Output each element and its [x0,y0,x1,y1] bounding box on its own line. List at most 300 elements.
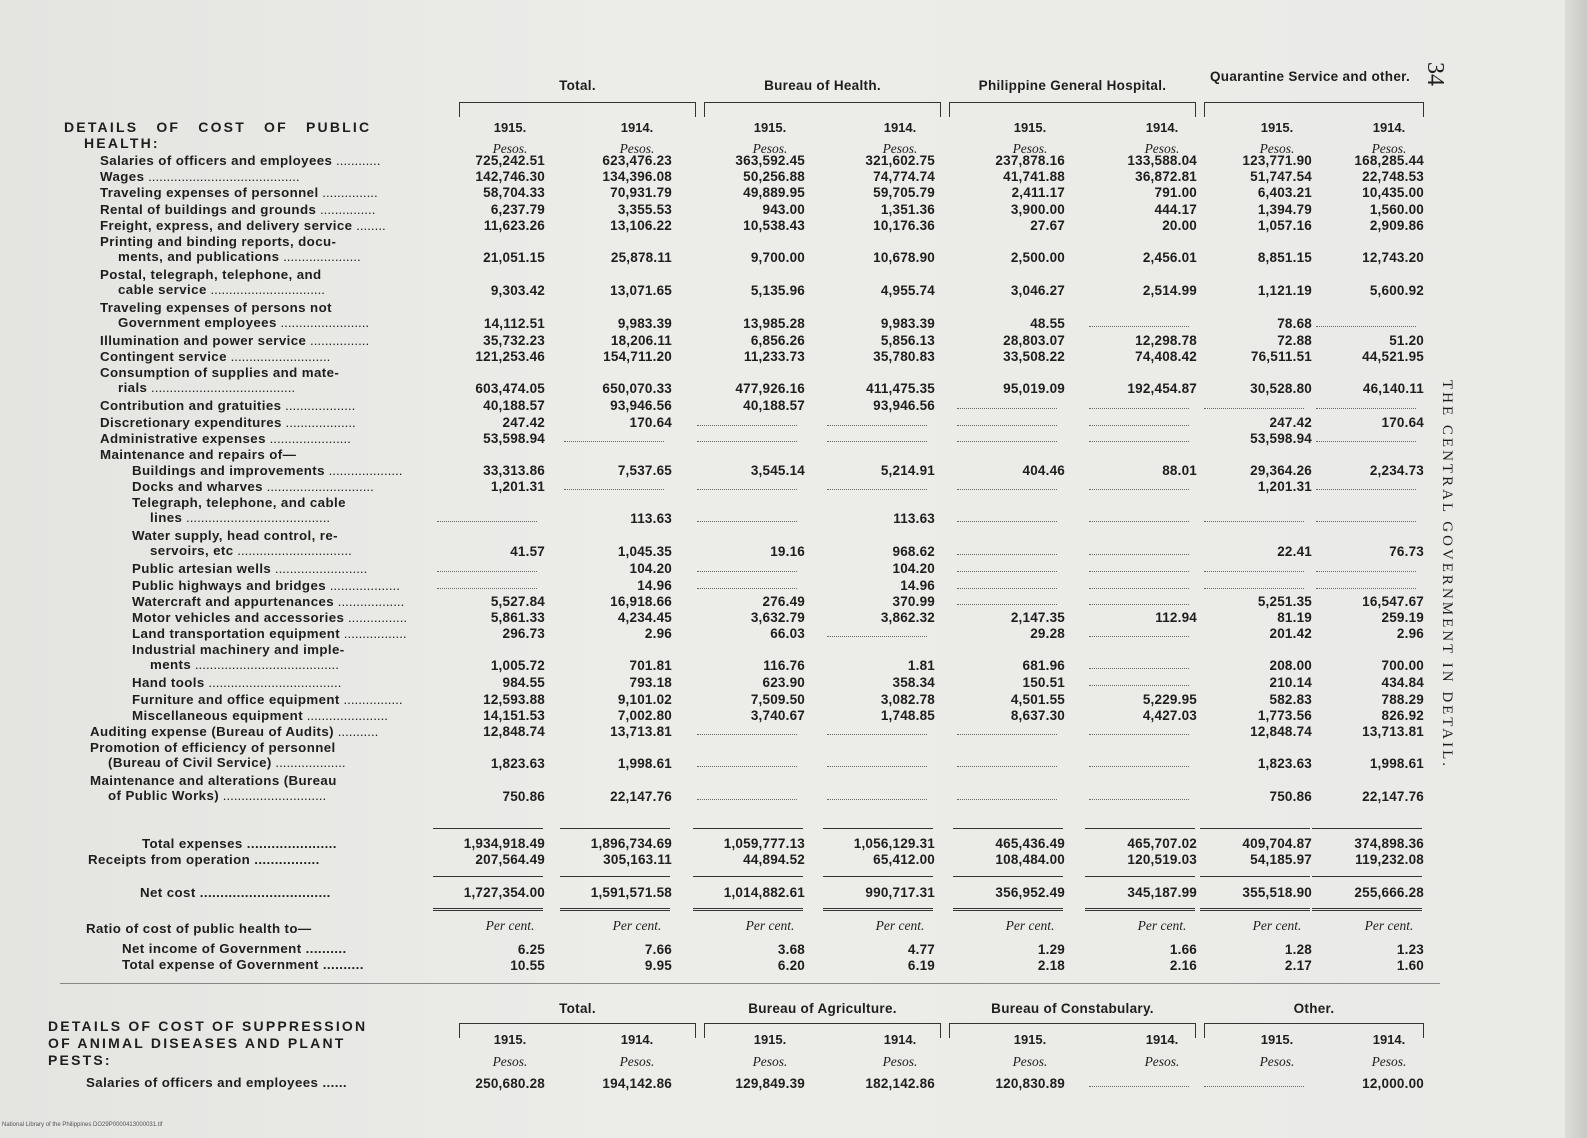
pests-unit-label: Pesos. [752,1054,788,1069]
health-cell: 33,508.22 [1003,349,1065,365]
health-cell: 53,598.94 [1250,430,1312,446]
expense-label: Illumination and power service ................ [100,333,370,348]
expense-label-text: Buildings and improvements [132,463,325,478]
expense-label-text: Auditing expense (Bureau of Audits) [90,724,334,739]
net-rule [1200,876,1310,877]
health-unit-label: Pesos. [1371,141,1407,156]
health-cell: 12,848.74 [483,724,545,739]
pests-cell: 250,680.28 [475,1076,545,1091]
expense-label: Discretionary expenditures ................... [100,414,356,430]
expense-label: Public highways and bridges ................... [132,577,400,593]
total-rule [953,828,1063,829]
health-cell: 207,564.49 [475,852,545,867]
health-cell: 30,528.80 [1250,381,1312,397]
health-unit-label: Pesos. [619,141,655,156]
health-cell: 1,773.56 [1257,707,1312,723]
health-cell: 345,187.99 [1127,885,1197,900]
expense-label: Auditing expense (Bureau of Audits) ........... [90,724,379,739]
health-cell: 434.84 [1381,675,1424,691]
health-cell: 35,780.83 [873,349,935,365]
health-cell: 5,214.91 [880,463,935,478]
health-cell: 108,484.00 [995,852,1065,867]
pests-group-header: Other. [1293,1001,1335,1016]
expense-label-text: Postal, telegraph, telephone, and [100,267,322,282]
expense-label-text: Furniture and office equipment [132,691,340,707]
pests-empty-cell [1089,1086,1189,1087]
expense-label: Land transportation equipment ................. [132,626,407,642]
pests-group-header: Bureau of Agriculture. [748,1001,897,1016]
health-group-brace [1204,102,1424,117]
expense-label: Traveling expenses of personnel ............... [100,185,378,201]
health-cell: 788.29 [1381,691,1424,707]
health-cell: 6,237.79 [490,201,545,217]
health-cell: 1,056,129.31 [853,836,935,851]
expense-label-text: Maintenance and alterations (Bureau [90,773,337,789]
health-cell: 725,242.51 [475,153,545,168]
health-cell: 374,898.36 [1354,836,1424,851]
expense-label: Motor vehicles and accessories ................ [132,610,408,625]
ratio-cell: 2.17 [1284,958,1312,973]
percent-unit-label: Per cent. [612,918,662,933]
health-empty-cell [1089,408,1189,409]
expense-label: Freight, express, and delivery service ........ [100,217,386,233]
health-cell: 1.81 [907,658,935,674]
health-cell: 9,303.42 [490,283,545,298]
health-cell: 78.68 [1277,316,1312,331]
health-cell: 276.49 [762,593,805,609]
health-empty-cell [1316,588,1416,589]
health-cell: 44,894.52 [743,852,805,867]
expense-label-text: Maintenance and repairs of— [100,447,297,462]
health-empty-cell [697,425,797,426]
health-empty-cell [957,408,1057,409]
total-rule [433,828,543,829]
ratio-cell: 6.25 [517,942,545,957]
expense-label [90,740,418,755]
health-cell: 14,151.53 [483,707,545,723]
health-empty-cell [827,425,927,426]
health-cell: 1,014,882.61 [723,885,805,900]
expense-label-text: Traveling expenses of persons not [100,300,332,315]
health-cell: 12,848.74 [1250,724,1312,739]
health-cell: 363,592.45 [735,153,805,168]
health-year-header: 1915. [753,120,787,135]
health-cell: 10,176.36 [873,217,935,233]
health-empty-cell [1204,408,1304,409]
health-empty-cell [827,766,927,767]
expense-label-text: Salaries of officers and employees [100,153,333,168]
health-cell: 51.20 [1389,333,1424,348]
health-empty-cell [1089,734,1189,735]
health-cell: 2,500.00 [1010,250,1065,265]
expense-label-text: Printing and binding reports, docu- [100,234,337,249]
expense-label: Buildings and improvements .................... [132,463,403,478]
health-cell: 9,101.02 [617,691,672,707]
health-empty-cell [1089,685,1189,686]
health-empty-cell [1089,571,1189,572]
health-cell: 1,998.61 [1369,756,1424,772]
health-cell: 21,051.15 [483,250,545,265]
health-empty-cell [957,489,1057,490]
pests-year-header: 1914. [883,1032,917,1047]
percent-unit-label: Per cent. [745,918,795,933]
expense-label-text: Discretionary expenditures [100,414,282,430]
expense-label-cont: Government employees ........................ [118,315,370,330]
health-cell: 49,889.95 [743,185,805,201]
health-cell: 296.73 [502,626,545,642]
ratio-cell: 6.19 [907,958,935,973]
net-double-rule [823,908,933,911]
health-unit-label: Pesos. [1012,141,1048,156]
health-cell: 88.01 [1162,463,1197,478]
net-double-rule [1312,908,1422,911]
health-cell: 12,743.20 [1362,250,1424,265]
health-cell: 10,538.43 [743,217,805,233]
health-empty-cell [957,766,1057,767]
health-cell: 74,774.74 [873,169,935,185]
expense-label-text: Rental of buildings and grounds [100,201,317,217]
health-empty-cell [1204,571,1304,572]
pests-unit-label: Pesos. [882,1054,918,1069]
pests-year-header: 1914. [1372,1032,1406,1047]
health-cell: 76.73 [1389,544,1424,560]
running-head: THE CENTRAL GOVERNMENT IN DETAIL. [1439,380,1455,770]
health-group-header: Philippine General Hospital. [978,78,1167,93]
health-cell: 968.62 [892,544,935,560]
total-rule [1200,828,1310,829]
total-rule [560,828,670,829]
health-cell: 700.00 [1381,658,1424,674]
health-cell: 142,746.30 [475,169,545,185]
ratio-cell: 1.28 [1284,942,1312,957]
health-empty-cell [1204,521,1304,522]
expense-label-text: Miscellaneous equipment [132,707,304,723]
health-cell: 750.86 [1269,789,1312,805]
health-cell: 29.28 [1030,626,1065,642]
expense-label-text: Freight, express, and delivery service [100,217,353,233]
health-cell: 7,509.50 [750,691,805,707]
health-cell: 170.64 [1381,414,1424,430]
health-cell: 8,851.15 [1257,250,1312,265]
health-empty-cell [697,588,797,589]
health-cell: 2,514.99 [1142,283,1197,298]
health-cell: 11,233.73 [743,349,805,365]
health-cell: 28,803.07 [1003,333,1065,348]
receipts-label: Receipts from operation ................ [88,852,320,867]
health-empty-cell [1089,636,1189,637]
health-cell: 22,147.76 [1362,789,1424,805]
health-cell: 2,456.01 [1142,250,1197,265]
ratio-cell: 1.60 [1396,958,1424,973]
health-unit-label: Pesos. [492,141,528,156]
pests-section-title: PESTS: [48,1052,112,1068]
health-cell: 35,732.23 [483,333,545,348]
health-cell: 40,188.57 [483,398,545,414]
health-cell: 321,602.75 [865,153,935,168]
health-cell: 22.41 [1277,544,1312,560]
net-double-rule [433,908,543,911]
health-cell: 247.42 [502,414,545,430]
net-double-rule [560,908,670,911]
health-cell: 355,518.90 [1242,885,1312,900]
health-year-header: 1915. [493,120,527,135]
scan-footer: National Library of the Philippines DO29P0000413000031.tif [2,1122,163,1128]
health-cell: 5,861.33 [490,610,545,625]
health-cell: 4,234.45 [617,610,672,625]
health-empty-cell [957,604,1057,605]
health-cell: 74,408.42 [1135,349,1197,365]
health-cell: 58,704.33 [483,185,545,201]
health-empty-cell [564,489,664,490]
health-cell: 1,057.16 [1257,217,1312,233]
health-empty-cell [697,766,797,767]
expense-label: Furniture and office equipment ................ [132,691,403,707]
health-cell: 990,717.31 [865,885,935,900]
health-cell: 404.46 [1022,463,1065,478]
health-year-header: 1915. [1260,120,1294,135]
health-cell: 7,537.65 [617,463,672,478]
health-cell: 1,823.63 [490,756,545,772]
health-section-title-cont: HEALTH: [84,135,160,151]
health-empty-cell [827,489,927,490]
health-cell: 1,005.72 [490,658,545,674]
health-cell: 112.94 [1155,610,1197,625]
pests-cell: 12,000.00 [1362,1076,1424,1091]
page-number: 34 [1422,62,1448,86]
expense-label-cont: cable service ............................... [118,282,325,297]
health-cell: 1,748.85 [880,707,935,723]
pests-unit-label: Pesos. [619,1054,655,1069]
health-cell: 12,298.78 [1135,333,1197,348]
ratio-cell: 6.20 [777,958,805,973]
net-rule [693,876,803,877]
health-cell: 3,900.00 [1010,201,1065,217]
health-empty-cell [1204,588,1304,589]
percent-unit-label: Per cent. [485,918,535,933]
health-empty-cell [697,521,797,522]
health-cell: 1,998.61 [617,756,672,772]
health-cell: 3,632.79 [750,610,805,625]
pests-cell: 129,849.39 [735,1076,805,1091]
health-cell: 22,748.53 [1362,169,1424,185]
health-cell: 1,201.31 [1257,479,1312,495]
pests-cell: 120,830.89 [995,1076,1065,1091]
net-double-rule [953,908,1063,911]
health-cell: 2,147.35 [1010,610,1065,625]
health-cell: 4,501.55 [1010,691,1065,707]
health-cell: 104.20 [892,561,935,577]
health-cell: 1,351.36 [880,201,935,217]
health-cell: 33,313.86 [483,463,545,478]
ratio-cell: 4.77 [907,942,935,957]
health-cell: 123,771.90 [1242,153,1312,168]
health-cell: 255,666.28 [1354,885,1424,900]
total-rule [1085,828,1195,829]
health-empty-cell [1089,326,1189,327]
health-cell: 41,741.88 [1003,169,1065,185]
pests-group-header: Bureau of Constabulary. [991,1001,1154,1016]
health-cell: 113.63 [630,511,672,527]
pests-unit-label: Pesos. [1144,1054,1180,1069]
pests-year-header: 1914. [620,1032,654,1047]
health-cell: 984.55 [502,675,545,691]
total-rule [823,828,933,829]
expense-label: Contingent service ........................... [100,349,331,365]
health-cell: 53,598.94 [483,430,545,446]
health-empty-cell [827,441,927,442]
health-group-brace [459,102,696,117]
health-cell: 65,412.00 [873,852,935,867]
expense-label-cont: (Bureau of Civil Service) ................... [108,755,346,771]
health-cell: 3,545.14 [750,463,805,478]
expense-label: Administrative expenses ...................... [100,430,351,446]
health-cell: 81.19 [1277,610,1312,625]
percent-unit-label: Per cent. [875,918,925,933]
health-empty-cell [1316,408,1416,409]
health-cell: 54,185.97 [1250,852,1312,867]
health-cell: 370.99 [892,593,935,609]
health-empty-cell [437,588,537,589]
expense-label: Contribution and gratuities ................... [100,398,356,414]
health-group-header: Quarantine Service and other. [1210,69,1411,84]
ratio-cell: 9.95 [644,958,672,973]
net-rule [1085,876,1195,877]
expense-label-text: Public highways and bridges [132,577,327,593]
health-cell: 133,588.04 [1127,153,1197,168]
health-empty-cell [1316,571,1416,572]
health-cell: 201.42 [1269,626,1312,642]
health-cell: 14.96 [900,577,935,593]
expense-label-text: Hand tools [132,675,205,691]
health-cell: 10,678.90 [873,250,935,265]
health-cell: 650,070.33 [602,381,672,397]
health-cell: 2,234.73 [1369,463,1424,478]
health-empty-cell [957,554,1057,555]
health-cell: 10,435.00 [1362,185,1424,201]
pests-cell: 182,142.86 [865,1076,935,1091]
expense-label-text: Administrative expenses [100,430,266,446]
expense-label-text: Illumination and power service [100,333,307,348]
health-empty-cell [957,571,1057,572]
health-year-header: 1914. [1372,120,1406,135]
health-cell: 2.96 [644,626,672,642]
health-cell: 3,740.67 [750,707,805,723]
health-cell: 208.00 [1269,658,1312,674]
health-cell: 793.18 [629,675,672,691]
percent-unit-label: Per cent. [1137,918,1187,933]
health-cell: 4,955.74 [880,283,935,298]
health-cell: 13,985.28 [743,316,805,331]
health-cell: 9,700.00 [750,250,805,265]
health-empty-cell [697,799,797,800]
health-empty-cell [827,734,927,735]
expense-label: Wages ......................................... [100,169,300,185]
health-cell: 701.81 [629,658,672,674]
pests-year-header: 1915. [1260,1032,1294,1047]
health-cell: 66.03 [770,626,805,642]
health-cell: 50,256.88 [743,169,805,185]
net-rule [953,876,1063,877]
expense-label [100,267,418,282]
health-empty-cell [957,799,1057,800]
pests-year-header: 1915. [1013,1032,1047,1047]
health-cell: 6,856.26 [750,333,805,348]
total-rule [1312,828,1422,829]
health-cell: 72.88 [1277,333,1312,348]
health-empty-cell [827,636,927,637]
percent-unit-label: Per cent. [1364,918,1414,933]
health-cell: 356,952.49 [995,885,1065,900]
health-cell: 2,411.17 [1011,185,1065,201]
health-cell: 4,427.03 [1142,707,1197,723]
expense-label-text: Consumption of supplies and mate- [100,365,340,381]
pests-cell: 194,142.86 [602,1076,672,1091]
health-empty-cell [697,734,797,735]
expense-label-cont: ments ....................................... [150,657,339,673]
health-group-brace [949,102,1196,117]
health-cell: 93,946.56 [873,398,935,414]
pests-row-label: Salaries of officers and employees ...... [86,1075,348,1090]
net-double-rule [693,908,803,911]
health-cell: 826.92 [1381,707,1424,723]
health-empty-cell [1089,588,1189,589]
health-cell: 1,591,571.58 [590,885,672,900]
health-cell: 5,600.92 [1369,283,1424,298]
health-cell: 247.42 [1269,414,1312,430]
expense-label-text: Land transportation equipment [132,626,341,642]
health-group-brace [704,102,941,117]
percent-unit-label: Per cent. [1005,918,1055,933]
health-empty-cell [1089,799,1189,800]
expense-label-text: Watercraft and appurtenances [132,593,335,609]
net-rule [823,876,933,877]
expense-label: Public artesian wells ......................... [132,561,368,577]
health-empty-cell [1089,441,1189,442]
health-cell: 12,593.88 [483,691,545,707]
health-cell: 7,002.80 [617,707,672,723]
pests-group-header: Total. [559,1001,596,1016]
expense-label-text: Promotion of efficiency of personnel [90,740,336,756]
health-unit-label: Pesos. [1259,141,1295,156]
health-cell: 14,112.51 [483,316,545,331]
health-empty-cell [1089,554,1189,555]
health-cell: 18,206.11 [610,333,672,348]
health-cell: 1,045.35 [617,544,672,560]
pests-section-title: DETAILS OF COST OF SUPPRESSION [48,1018,368,1034]
health-cell: 40,188.57 [743,398,805,414]
health-empty-cell [957,521,1057,522]
health-unit-label: Pesos. [1144,141,1180,156]
health-unit-label: Pesos. [882,141,918,156]
health-empty-cell [1089,489,1189,490]
health-cell: 95,019.09 [1003,381,1065,397]
expense-label [100,365,418,380]
health-cell: 116.76 [763,658,805,674]
expense-label [100,300,418,315]
health-cell: 29,364.26 [1250,463,1312,478]
expense-label: Docks and wharves ............................. [132,479,374,495]
expense-label: Salaries of officers and employees ............ [100,153,381,168]
health-group-header: Total. [559,78,596,93]
health-cell: 259.19 [1381,610,1424,625]
health-cell: 19.16 [770,544,805,560]
section-divider [60,983,1440,984]
health-cell: 6,403.21 [1257,185,1312,201]
health-cell: 1,934,918.49 [463,836,545,851]
health-cell: 154,711.20 [603,349,672,365]
net-rule [560,876,670,877]
expense-label-text: Wages [100,169,145,185]
